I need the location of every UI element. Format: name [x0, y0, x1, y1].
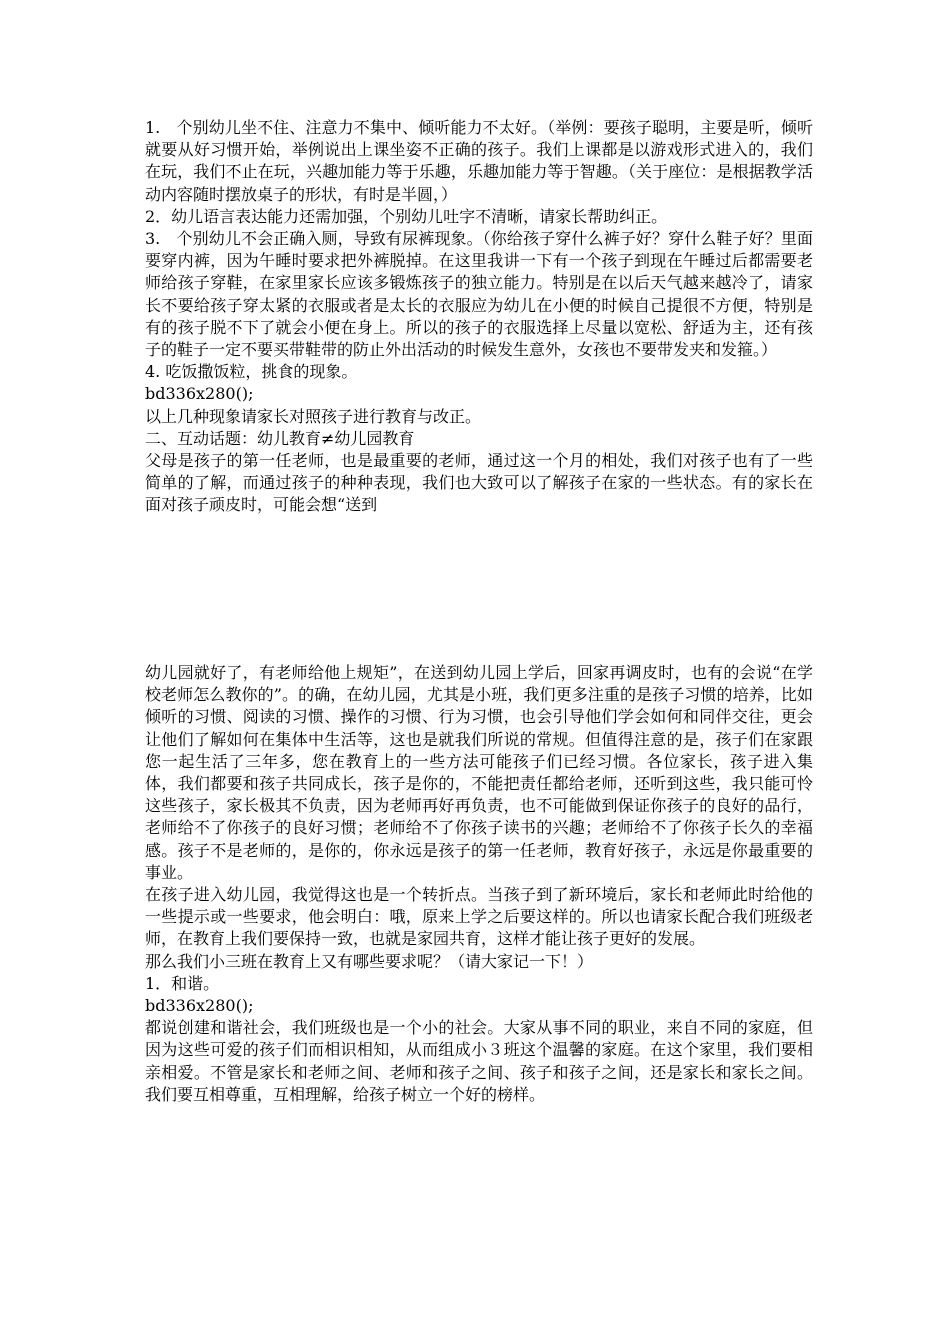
ad-placeholder-text: bd336x280(); — [145, 384, 254, 404]
paragraph-point-2: 2．幼儿语言表达能力还需加强，个别幼儿吐字不清晰，请家长帮助纠正。 — [145, 206, 668, 226]
section-heading: 二、互动话题：幼儿教育≠幼儿园教育 — [145, 428, 415, 448]
paragraph-point-4: 4. 吃饭撒饭粒，挑食的现象。 — [145, 362, 358, 382]
ad-placeholder-text: bd336x280(); — [145, 996, 254, 1016]
paragraph-parents-intro: 父母是孩子的第一任老师，也是最重要的老师，通过这一个月的相处，我们对孩子也有了一些简单的了解，而通过孩子的种种表现，我们也大致可以了解孩子在家的一些状态。有的家长在面对孩子顽皮时，可能会想“送到 — [145, 451, 813, 515]
text-block-top — [145, 117, 813, 517]
paragraph-point-3: 3. 个别幼儿不会正确入厕，导致有尿裤现象。（你给孩子穿什么裤子好？穿什么鞋子好？里面要穿内裤，因为午睡时要求把外裤脱掉。在这里我讲一下有一个孩子到现在午睡过后都需要老师给孩子穿鞋，在家里家长应该多锻炼孩子的独立能力。特别是在以后天气越来越冷了，请家长不要给孩子穿太紧的衣服或者是太长的衣服应为幼儿在小便的时候自己提很不方便，特别是有的孩子脱不下了就会小便在身上。所以的孩子的衣服选择上尽量以宽松、舒适为主，还有孩子的鞋子一定不要买带鞋带的防止外出活动的时候发生意外，女孩也不要带发夹和发箍。） — [145, 229, 813, 360]
paragraph-point-1: 1. 个别幼儿坐不住、注意力不集中、倾听能力不太好。（举例：要孩子聪明，主要是听，倾听就要从好习惯开始，举例说出上课坐姿不正确的孩子。我们上课都是以游戏形式进入的，我们在玩，我们不止在玩，兴趣加能力等于乐趣，乐趣加能力等于智趣。（关于座位：是根据教学活动内容随时摆放桌子的形状，有时是半圆，） — [145, 118, 813, 204]
paragraph-harmony: 都说创建和谐社会，我们班级也是一个小的社会。大家从事不同的职业，来自不同的家庭，但因为这些可爱的孩子们而相识相知，从而组成小３班这个温馨的家庭。在这个家里，我们要相亲相爱。不管是家长和老师之间、老师和孩子之间、孩子和孩子之间，还是家长和家长之间。我们要互相尊重，互相理解，给孩子树立一个好的榜样。 — [145, 1018, 813, 1104]
paragraph-kindergarten-habits: 幼儿园就好了，有老师给他上规矩”，在送到幼儿园上学后，回家再调皮时，也有的会说“在学校老师怎么教你的”。的确，在幼儿园，尤其是小班，我们更多注重的是孩子习惯的培养，比如倾听的习惯、阅读的习惯、操作的习惯、行为习惯，也会引导他们学会如何和同伴交往，更会让他们了解如何在集体中生活等，这也是就我们所说的常规。但值得注意的是，孩子们在家跟您一起生活了三年多，您在教育上的一些方法可能孩子们已经习惯。各位家长，孩子进入集体，我们都要和孩子共同成长，孩子是你的，不能把责任都给老师，还听到这些，我只能可怜这些孩子，家长极其不负责，因为老师再好再负责，也不可能做到保证你孩子的良好的品行，老师给不了你孩子的良好习惯；老师给不了你孩子读书的兴趣；老师给不了你孩子长久的幸福感。孩子不是老师的，是你的，你永远是孩子的第一任老师，教育好孩子，永远是你最重要的事业。 — [145, 663, 813, 882]
text-block-bottom — [145, 662, 813, 1106]
paragraph-summary: 以上几种现象请家长对照孩子进行教育与改正。 — [145, 406, 482, 426]
list-heading-harmony: 1．和谐。 — [145, 973, 220, 993]
paragraph-turning-point: 在孩子进入幼儿园，我觉得这也是一个转折点。当孩子到了新环境后，家长和老师此时给他的一些提示或一些要求，他会明白：哦，原来上学之后要这样的。所以也请家长配合我们班级老师，在教育上我们要保持一致，也就是家园共育，这样才能让孩子更好的发展。 — [145, 885, 813, 949]
paragraph-requirements-question: 那么我们小三班在教育上又有哪些要求呢？（请大家记一下！） — [145, 951, 594, 971]
